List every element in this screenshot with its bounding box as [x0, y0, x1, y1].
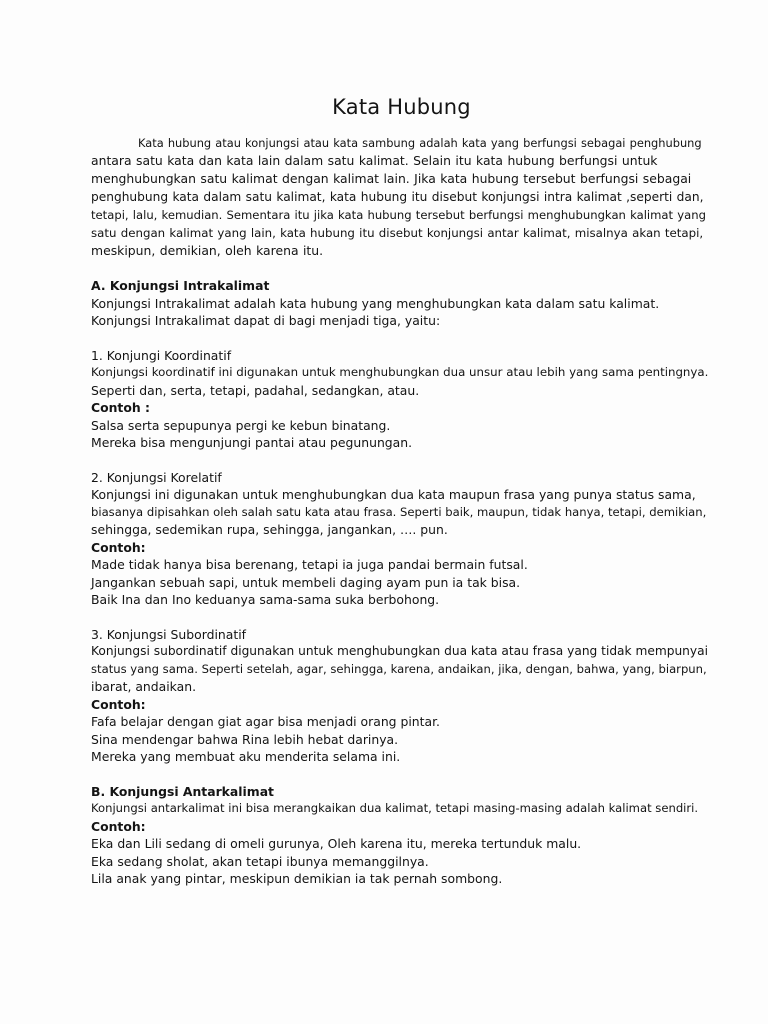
intro-line: meskipun, demikian, oleh karena itu.: [91, 243, 324, 258]
intro-paragraph: [91, 134, 708, 260]
subsection-3: [91, 626, 708, 766]
example-line: Eka dan Lili sedang di omeli gurunya, Oleh karena itu, mereka tertunduk malu.: [91, 836, 582, 851]
body-line: Konjungsi koordinatif ini digunakan untuk menghubungkan dua unsur atau lebih yang sama pentingnya.: [91, 365, 709, 379]
body-line: Seperti dan, serta, tetapi, padahal, sedangkan, atau.: [91, 382, 420, 398]
example-label: Contoh:: [91, 696, 146, 712]
subsection-2: [91, 469, 708, 609]
body-line: Konjungsi Intrakalimat adalah kata hubung yang menghubungkan kata dalam satu kalimat.: [91, 295, 660, 311]
section-a-heading: A. Konjungsi Intrakalimat: [91, 278, 270, 293]
subsection-1: [91, 347, 708, 452]
example-line: Lila anak yang pintar, meskipun demikian ia tak pernah sombong.: [91, 871, 503, 886]
example-label: Contoh:: [91, 818, 146, 834]
intro-line: tetapi, lalu, kemudian. Sementara itu jika kata hubung tersebut berfungsi menghubungkan kalimat yang: [91, 208, 706, 222]
example-line: Mereka bisa mengunjungi pantai atau pegunungan.: [91, 435, 413, 450]
body-line: Konjungsi ini digunakan untuk menghubungkan dua kata maupun frasa yang punya status sama,: [91, 487, 696, 502]
intro-line: Kata hubung atau konjungsi atau kata sambung adalah kata yang berfungsi sebagai penghubung: [138, 136, 702, 150]
section-b: [91, 783, 708, 888]
body-line: biasanya dipisahkan oleh salah satu kata atau frasa. Seperti baik, maupun, tidak hanya, tetapi, demikian,: [91, 504, 707, 519]
example-line: Sina mendengar bahwa Rina lebih hebat darinya.: [91, 731, 399, 747]
body-line: Konjungsi antarkalimat ini bisa merangkaikan dua kalimat, tetapi masing-masing adalah kalimat sendiri.: [91, 801, 699, 815]
example-line: Fafa belajar dengan giat agar bisa menjadi orang pintar.: [91, 714, 440, 729]
example-label: Contoh:: [91, 539, 146, 555]
body-line: status yang sama. Seperti setelah, agar, sehingga, karena, andaikan, jika, dengan, bahwa, yang, biarpun,: [91, 661, 707, 676]
section-a: [91, 277, 708, 330]
intro-line: penghubung kata dalam satu kalimat, kata hubung itu disebut konjungsi intra kalimat ,seperti dan,: [91, 190, 704, 204]
example-line: Salsa serta sepupunya pergi ke kebun binatang.: [91, 417, 391, 433]
subsection-1-heading: 1. Konjungi Koordinatif: [91, 347, 232, 363]
document-title: Kata Hubung: [332, 95, 471, 119]
intro-line: antara satu kata dan kata lain dalam satu kalimat. Selain itu kata hubung berfungsi untuk: [91, 153, 658, 168]
example-line: Made tidak hanya bisa berenang, tetapi ia juga pandai bermain futsal.: [91, 557, 528, 572]
body-line: Konjungsi subordinatif digunakan untuk menghubungkan dua kata atau frasa yang tidak mempunyai: [91, 644, 708, 658]
example-label: Contoh :: [91, 400, 150, 415]
body-line: ibarat, andaikan.: [91, 679, 197, 694]
section-b-heading: B. Konjungsi Antarkalimat: [91, 783, 274, 799]
intro-line: satu dengan kalimat yang lain, kata hubung itu disebut konjungsi antar kalimat, misalnya akan tetapi,: [91, 226, 704, 240]
body-line: Konjungsi Intrakalimat dapat di bagi menjadi tiga, yaitu:: [91, 313, 441, 328]
intro-line: menghubungkan satu kalimat dengan kalimat lain. Jika kata hubung tersebut berfungsi sebagai: [91, 171, 692, 186]
example-line: Baik Ina dan Ino keduanya sama-sama suka berbohong.: [91, 592, 440, 607]
example-line: Jangankan sebuah sapi, untuk membeli daging ayam pun ia tak bisa.: [91, 574, 521, 590]
example-line: Eka sedang sholat, akan tetapi ibunya memanggilnya.: [91, 853, 429, 869]
subsection-3-heading: 3. Konjungsi Subordinatif: [91, 626, 247, 642]
subsection-2-heading: 2. Konjungsi Korelatif: [91, 469, 222, 485]
example-line: Mereka yang membuat aku menderita selama ini.: [91, 749, 401, 764]
body-line: sehingga, sedemikan rupa, sehingga, jangankan, …. pun.: [91, 522, 448, 537]
